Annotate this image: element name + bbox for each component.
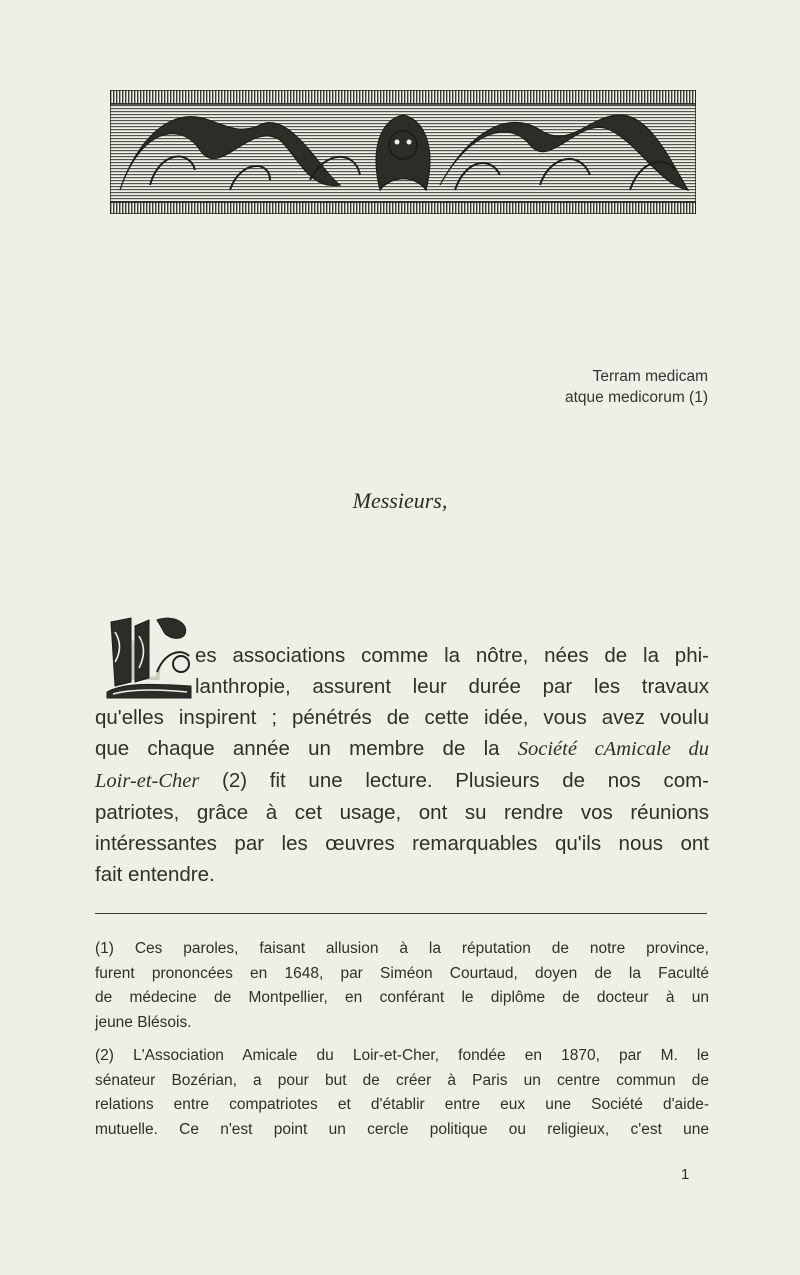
body-text-fragment: (2) fit une lecture. Plusieurs de nos com-: [199, 769, 709, 792]
body-text-fragment: que chaque année un membre de la: [95, 737, 518, 760]
footnote-line: (1) Ces paroles, faisant allusion à la réputation de notre province,: [95, 940, 709, 957]
footnote-line: sénateur Bozérian, a pour but de créer à Paris un centre commun de: [95, 1071, 709, 1089]
epigraph-line-2: atque medicorum (1): [564, 389, 708, 406]
salutation: Messieurs,: [352, 488, 448, 513]
body-line: qu'elles inspirent ; pénétrés de cette idée, vous avez voulu: [95, 706, 709, 729]
footnote-line: (2) L'Association Amicale du Loir-et-Cher, fondée en 1870, par M. le: [95, 1047, 709, 1064]
epigraph-line-1: Terram medicam: [592, 368, 708, 385]
drop-cap-letter: L: [122, 627, 164, 693]
body-line: intéressantes par les œuvres remarquables qu'ils nous ont: [95, 832, 709, 855]
body-line: patriotes, grâce à cet usage, ont su rendre vos réunions: [95, 801, 709, 824]
body-line: fait entendre.: [95, 863, 215, 886]
body-line: [95, 733, 709, 765]
footnote-line: relations entre compatriotes et d'établir entre eux une Société d'aide-: [95, 1096, 709, 1113]
footnote-1: [95, 937, 709, 1035]
body-line: lanthropie, assurent leur durée par les travaux: [195, 675, 709, 698]
footnote-separator: [95, 913, 707, 914]
society-name-italic: Société cAmicale du: [517, 738, 710, 760]
body-line: [95, 765, 709, 797]
ornamental-headpiece: [110, 90, 696, 214]
footnote-line: furent prononcées en 1648, par Siméon Courtaud, doyen de la Faculté: [95, 964, 709, 982]
body-paragraph: [95, 640, 709, 890]
body-line: es associations comme la nôtre, nées de la phi-: [195, 644, 709, 667]
footnote-2: [95, 1044, 709, 1142]
footnote-line: de médecine de Montpellier, en conférant le diplôme de docteur à un: [95, 989, 709, 1006]
footnotes: [95, 937, 709, 1151]
page-number: 1: [681, 1166, 690, 1183]
epigraph: [565, 366, 708, 408]
footnote-line: jeune Blésois.: [95, 1013, 192, 1031]
footnote-line: mutuelle. Ce n'est point un cercle politique ou religieux, c'est une: [95, 1120, 709, 1138]
region-name-italic: Loir-et-Cher: [95, 770, 200, 792]
